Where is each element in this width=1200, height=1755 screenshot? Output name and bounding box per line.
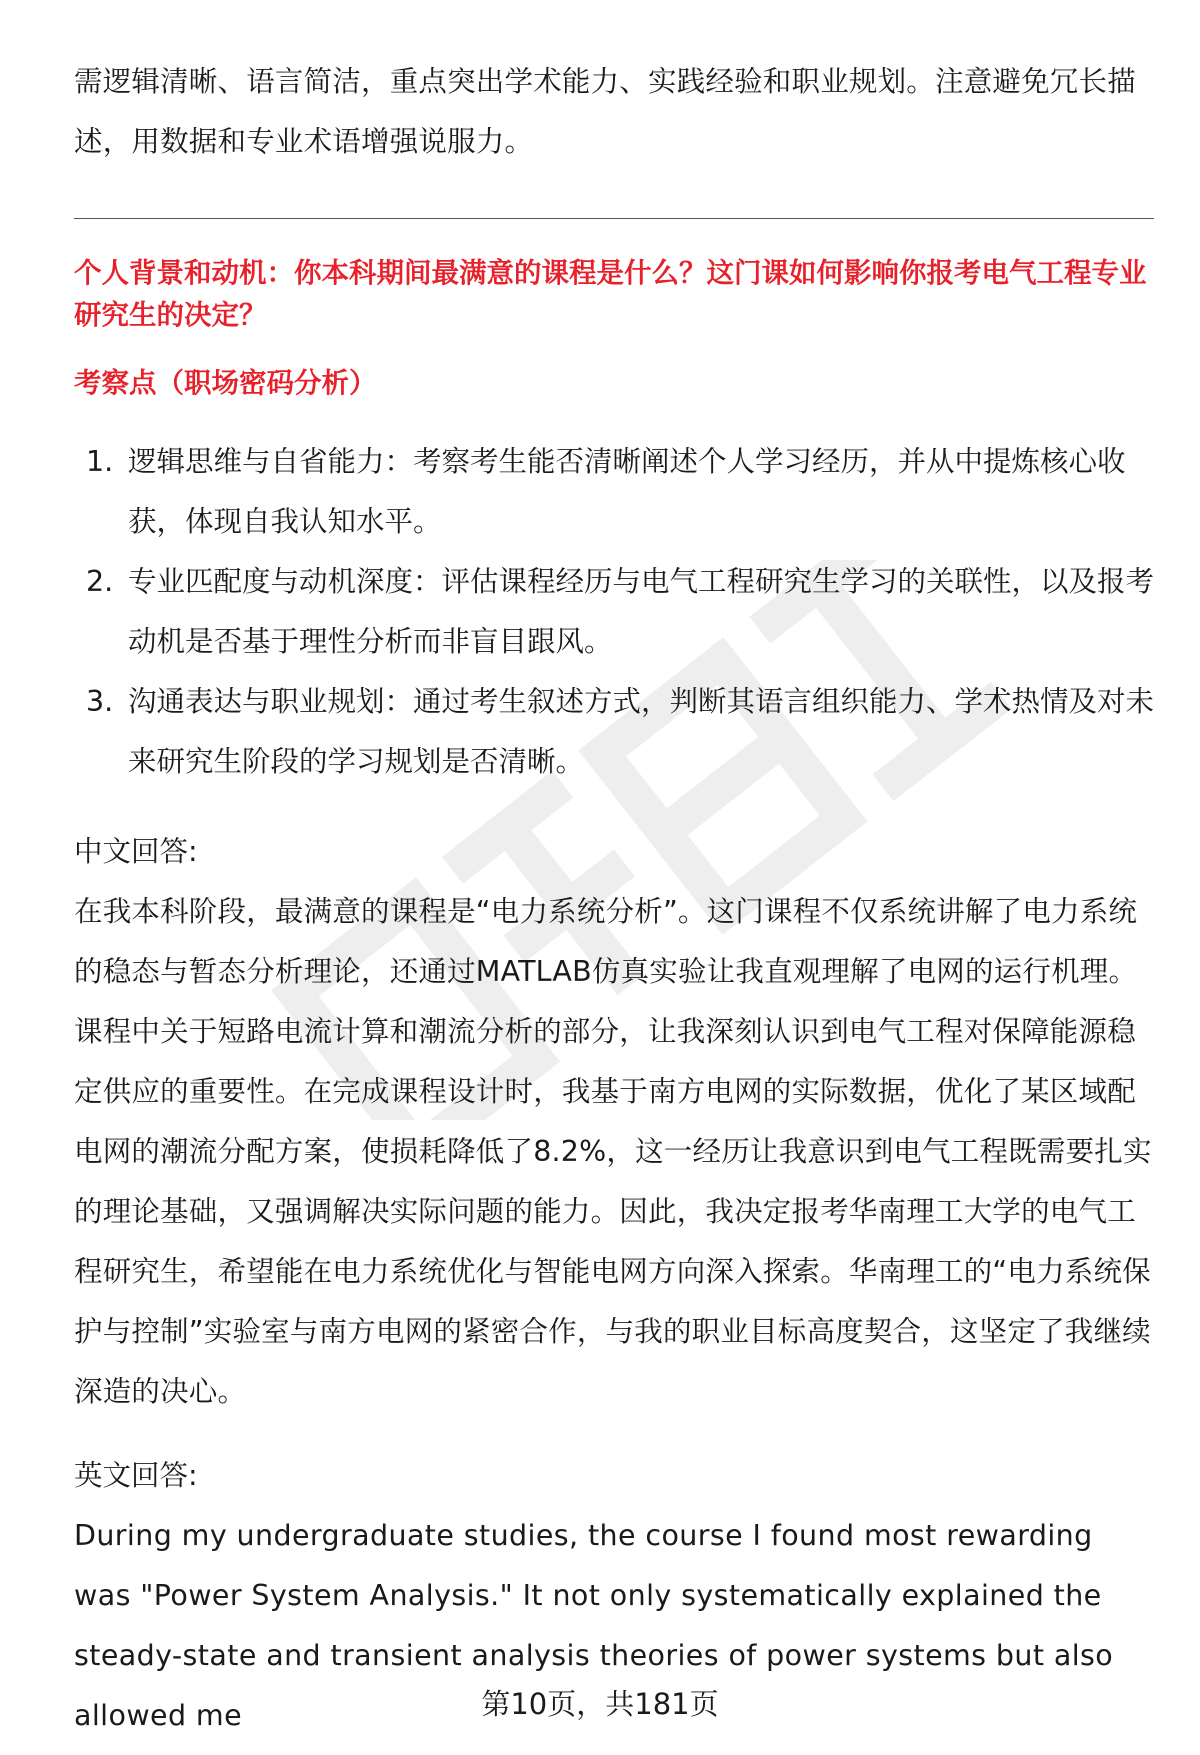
- list-item: [74, 432, 1154, 552]
- list-item-text: 沟通表达与职业规划：通过考生叙述方式，判断其语言组织能力、学术热情及对未来研究生阶段的学习规划是否清晰。: [128, 685, 1155, 778]
- list-item-number: 1.: [86, 445, 114, 478]
- list-item-text: 逻辑思维与自省能力：考察考生能否清晰阐述个人学习经历，并从中提炼核心收获，体现自我认知水平。: [128, 445, 1126, 538]
- question-heading: 个人背景和动机：你本科期间最满意的课程是什么？这门课如何影响你报考电气工程专业研究生的决定？: [74, 257, 1147, 331]
- english-answer-label: 英文回答:: [74, 1459, 198, 1492]
- chinese-answer-label: 中文回答:: [74, 835, 198, 868]
- document-page: [74, 0, 1154, 1755]
- list-item-text: 专业匹配度与动机深度：评估课程经历与电气工程研究生学习的关联性，以及报考动机是否基于理性分析而非盲目跟风。: [128, 565, 1155, 658]
- list-item: [74, 672, 1154, 792]
- intro-paragraph: 需逻辑清晰、语言简洁，重点突出学术能力、实践经验和职业规划。注意避免冗长描述，用数据和专业术语增强说服力。: [74, 65, 1136, 158]
- english-answer-text: During my undergraduate studies, the course I found most rewarding was "Power System Analysis." It not only systematically explained the steady-state and transient analysis theories of power systems but also allowed me: [74, 1519, 1114, 1732]
- chinese-answer-text: 在我本科阶段，最满意的课程是“电力系统分析”。这门课程不仅系统讲解了电力系统的稳态与暂态分析理论，还通过MATLAB仿真实验让我直观理解了电网的运行机理。课程中关于短路电流计算和潮流分析的部分，让我深刻认识到电气工程对保障能源稳定供应的重要性。在完成课程设计时，我基于南方电网的实际数据，优化了某区域配电网的潮流分配方案，使损耗降低了8.2%，这一经历让我意识到电气工程既需要扎实的理论基础，又强调解决实际问题的能力。因此，我决定报考华南理工大学的电气工程研究生，希望能在电力系统优化与智能电网方向深入探索。华南理工的“电力系统保护与控制”实验室与南方电网的紧密合作，与我的职业目标高度契合，这坚定了我继续深造的决心。: [74, 895, 1152, 1408]
- assessment-subheading: 考察点（职场密码分析）: [74, 367, 377, 399]
- assessment-points-list: [74, 432, 1154, 792]
- list-item-number: 3.: [86, 685, 114, 718]
- list-item-number: 2.: [86, 565, 114, 598]
- page-number-footer: 第10页，共181页: [481, 1687, 719, 1721]
- list-item: [74, 552, 1154, 672]
- section-divider: [74, 218, 1154, 219]
